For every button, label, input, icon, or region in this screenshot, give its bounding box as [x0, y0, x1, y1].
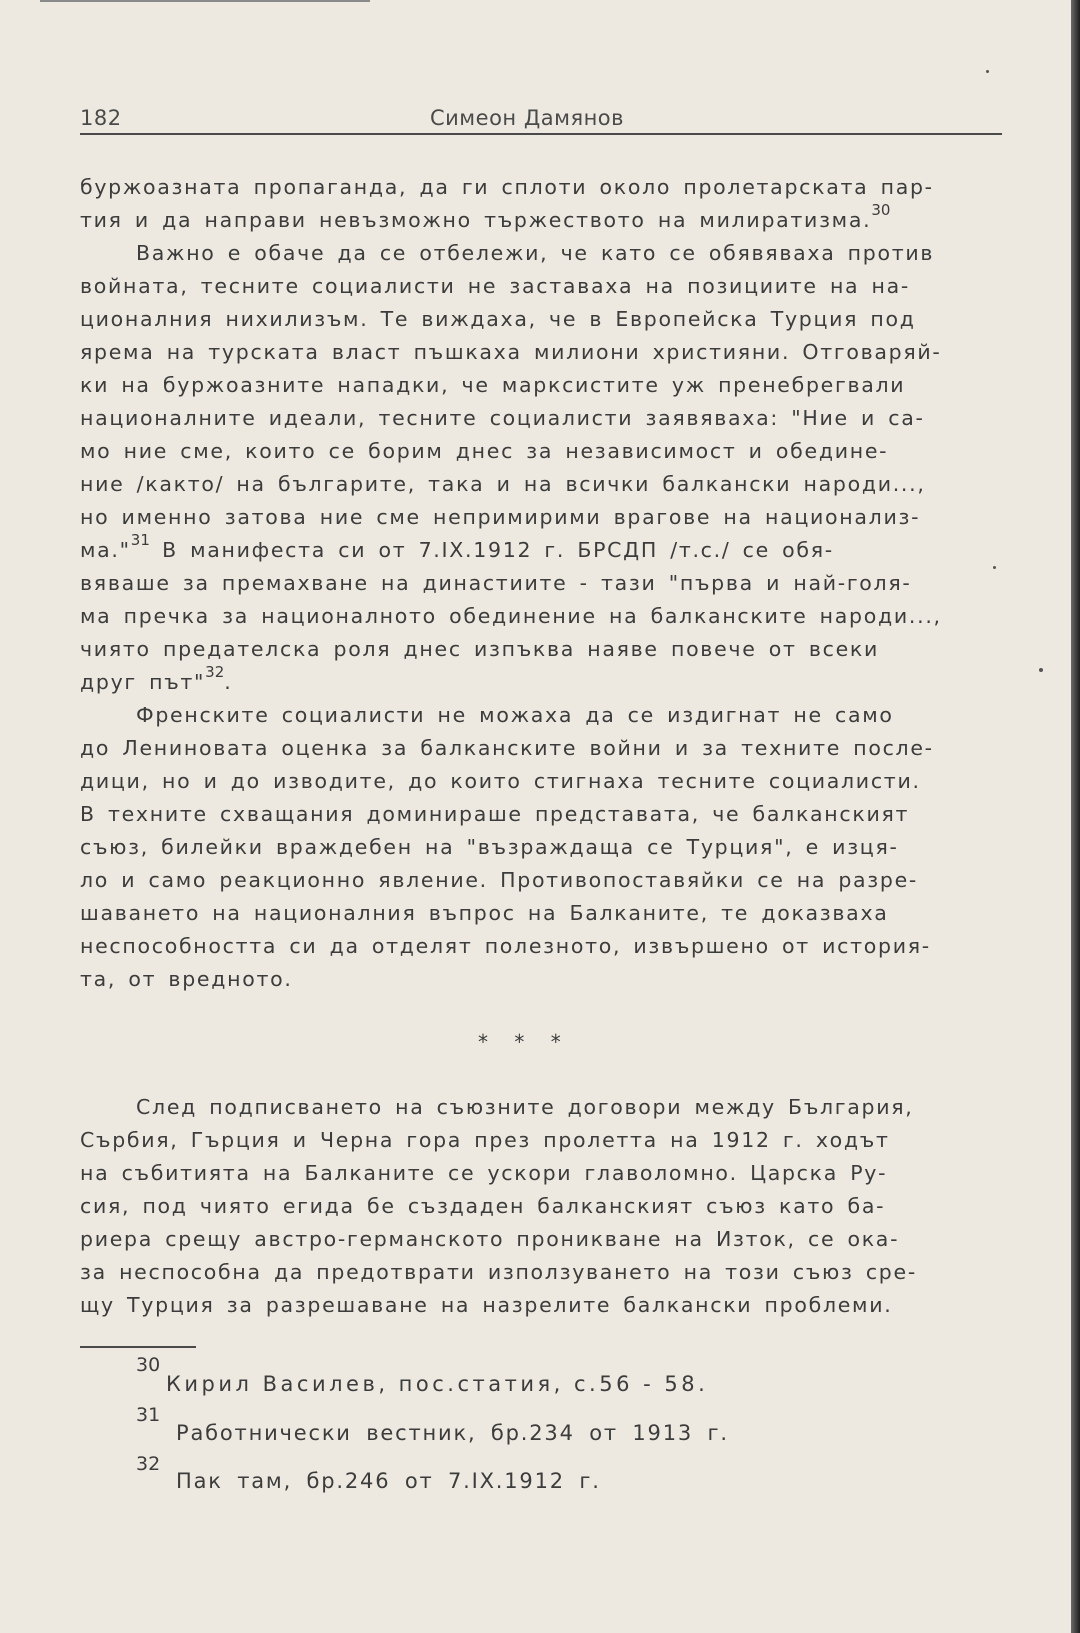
scan-speck [986, 70, 989, 73]
text-line: Важно е обаче да се отбележи, че като се обявяваха против [136, 241, 935, 265]
text-line: до Лениновата оценка за балканските войни и за техните после- [80, 736, 934, 760]
text-line: ционалния нихилизъм. Те виждаха, че в Европейска Турция под [80, 307, 916, 331]
footnote-text: Работнически вестник, бр.234 от 1913 г. [176, 1421, 729, 1445]
text-line: щу Турция за разрешаване на назрелите балкански проблеми. [80, 1293, 893, 1317]
text-line: ние /както/ на българите, така и на всички балкански народи..., [80, 472, 926, 496]
text-line: ма пречка за националното обединение на балканските народи..., [80, 604, 942, 628]
section-break: * * * [478, 1030, 571, 1054]
text-line: ярема на турската власт пъшкаха милиони християни. Отговаряй- [80, 340, 942, 364]
text-line: чиято предателска роля днес изпъква наяве повече от всеки [80, 637, 880, 661]
text-line: риера срещу австро-германското проникване на Изток, се ока- [80, 1227, 900, 1251]
text-line: съюз, билейки враждебен на "възраждаща се Турция", е изця- [80, 835, 899, 859]
running-title: Симеон Дамянов [430, 106, 625, 130]
page-edge-shadow [1071, 0, 1080, 1633]
text-line: неспособността си да отделят полезното, извършено от история- [80, 934, 931, 958]
scan-speck [1039, 668, 1043, 672]
text-line: шаването на националния въпрос на Балканите, те доказваха [80, 901, 889, 925]
text-line: мо ние сме, които се борим днес за независимост и обедине- [80, 439, 889, 463]
text-line: на събитията на Балканите се ускори главоломно. Царска Ру- [80, 1161, 888, 1185]
text-line: Френските социалисти не можаха да се издигнат не само [136, 703, 894, 727]
text-line: ки на буржоазните нападки, че марксистите уж пренебрегвали [80, 373, 906, 397]
scan-speck [993, 566, 996, 569]
footnote-ref: 32 [205, 663, 225, 681]
text-line: националните идеали, тесните социалисти заявяваха: "Ние и са- [80, 406, 925, 430]
footnote-number: 32 [136, 1453, 161, 1475]
text-line: та, от вредното. [80, 967, 293, 991]
footnote-rule [80, 1346, 196, 1348]
page-number: 182 [80, 106, 122, 130]
text-line: След подписването на съюзните договори между България, [136, 1095, 914, 1119]
footnote-ref: 31 [130, 531, 150, 549]
text-line: за неспособна да предотврати използуването на този съюз сре- [80, 1260, 917, 1284]
text-line: буржоазната пропаганда, да ги сплоти около пролетарската пар- [80, 175, 934, 199]
header-rule [80, 133, 1002, 135]
footnote-ref: 30 [871, 201, 891, 219]
text-line: вяваше за премахване на династиите - тази "първа и най-голя- [80, 571, 912, 595]
footnote-number: 31 [136, 1404, 161, 1426]
text-line: дици, но и до изводите, до които стигнаха тесните социалисти. [80, 769, 921, 793]
text-line: ма."$^{31}$ В манифеста си от 7.IX.1912 г. БРСДП /т.с./ се обя- [80, 531, 834, 562]
page-header [80, 106, 1000, 134]
text-line: но именно затова ние сме непримирими врагове на национализ- [80, 505, 921, 529]
footnote-number: 30 [136, 1354, 161, 1376]
text-line: друг път"$^{32}$. [80, 663, 233, 694]
text-line: сия, под чиято егида бе създаден балканският съюз като ба- [80, 1194, 886, 1218]
text-line: войната, тесните социалисти не заставаха на позициите на на- [80, 274, 910, 298]
text-line: тия и да направи невъзможно тържеството на милиратизма.$^{30}$ [80, 201, 891, 232]
footnote-text: Кирил Василев, пос.статия, с.56 - 58. [166, 1372, 709, 1396]
text-line: В техните схващания доминираше представата, че балканският [80, 802, 910, 826]
text-line: ло и само реакционно явление. Противопоставяйки се на разре- [80, 868, 919, 892]
text-line: Сърбия, Гърция и Черна гора през пролетта на 1912 г. ходът [80, 1128, 890, 1152]
scan-edge-line [40, 0, 370, 2]
footnote-text: Пак там, бр.246 от 7.IX.1912 г. [176, 1469, 601, 1493]
